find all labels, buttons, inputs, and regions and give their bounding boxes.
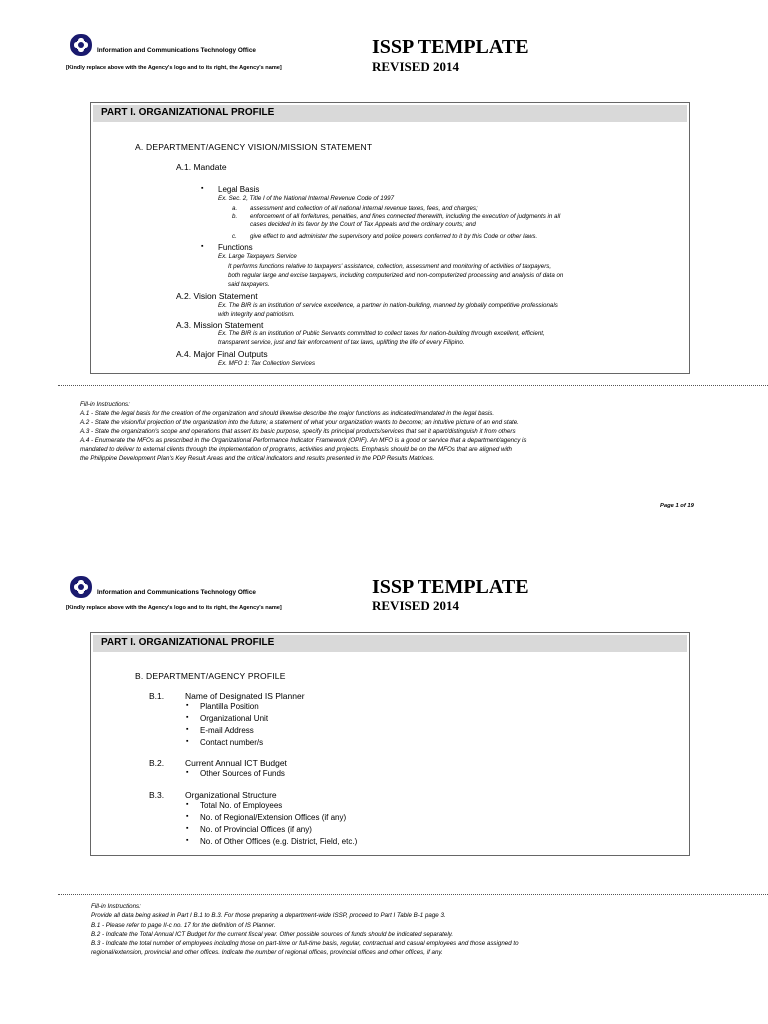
legal-basis-example: Ex. Sec. 2, Title I of the National Internal Revenue Code of 1997 <box>218 195 395 202</box>
section-b-heading: B. DEPARTMENT/AGENCY PROFILE <box>135 671 286 681</box>
legal-item-text: cases decided in its favor by the Court of Tax Appeals and the ordinary courts; and <box>250 221 476 228</box>
fill-in-line: the Philippine Development Plan's Key Result Areas and the critical indicators and results presented in the PDP Results Matrices. <box>80 455 435 462</box>
dotted-divider <box>58 894 768 895</box>
b3-number: B.3. <box>149 790 165 800</box>
functions-example: Ex. Large Taxpayers Service <box>218 253 297 260</box>
a1-label: A.1. Mandate <box>176 162 227 172</box>
page-number: Page 1 of 19 <box>660 503 694 509</box>
b1-label: Name of Designated IS Planner <box>185 691 305 701</box>
replace-note: [Kindly replace above with the Agency's logo and to its right, the Agency's name] <box>66 65 282 71</box>
a2-label: A.2. Vision Statement <box>176 291 258 301</box>
b3-item: ▪ No. of Regional/Extension Offices (if any) <box>200 813 346 822</box>
fill-in-line: mandated to deliver to external clients through the implementation of programs, activities and projects. Emphasis should be on the MFOs that are aligned with <box>80 446 512 453</box>
legal-item-letter: c. <box>232 233 237 240</box>
b3-item: ▪ No. of Provincial Offices (if any) <box>200 825 312 834</box>
legal-basis-bullet: ▪ Legal Basis <box>218 185 259 194</box>
legal-item-letter: b. <box>232 213 238 220</box>
fill-in-line: Provide all data being asked in Part I B.1 to B.3. For those preparing a department-wide ISSP, proceed to Part I Table B-1 page 3. <box>91 912 446 919</box>
content-box <box>90 632 690 856</box>
functions-text: both regular large and excise taxpayers, including computerized and non-computerized processing and analysis of data on <box>228 272 564 279</box>
ictoffice-logo-icon <box>69 575 93 599</box>
fill-in-line: B.1 - Please refer to page II-c no. 17 for the definition of IS Planner. <box>91 922 276 929</box>
a2-example: Ex. The BIR is an institution of service excellence, a partner in nation-building, manned by globally competitive professionals <box>218 302 558 309</box>
fill-in-line: A.4 - Enumerate the MFOs as prescribed in the Organizational Performance Indicator Framework (OPIF). An MFO is a good or service that a department/agency is <box>80 437 527 444</box>
b2-number: B.2. <box>149 758 165 768</box>
a3-example: Ex. The BIR is an institution of Public Servants committed to collect taxes for nation-building through excellent, efficient, <box>218 330 545 337</box>
fill-in-line: A.2 - State the vision/ful projection of the organization into the future; a statement of what your organization wants to become; an intuitive picture of an end state. <box>80 419 519 426</box>
replace-note: [Kindly replace above with the Agency's logo and to its right, the Agency's name] <box>66 605 282 611</box>
legal-item-text: give effect to and administer the supervisory and police powers conferred to it by this Code or other laws. <box>250 233 538 240</box>
b3-item: ▪ Total No. of Employees <box>200 801 282 810</box>
b3-item: ▪ No. of Other Offices (e.g. District, Field, etc.) <box>200 837 357 846</box>
b2-label: Current Annual ICT Budget <box>185 758 287 768</box>
part-title: PART I. ORGANIZATIONAL PROFILE <box>101 637 275 648</box>
ictoffice-logo-icon <box>69 33 93 57</box>
fill-in-line: A.1 - State the legal basis for the creation of the organization and should likewise describe the major functions as indicated/mandated in the legal basis. <box>80 410 495 417</box>
part-title: PART I. ORGANIZATIONAL PROFILE <box>101 107 275 118</box>
dotted-divider <box>58 385 768 386</box>
section-a-heading: A. DEPARTMENT/AGENCY VISION/MISSION STATEMENT <box>135 142 373 152</box>
document-title: ISSP TEMPLATE <box>372 576 529 598</box>
b3-label: Organizational Structure <box>185 790 277 800</box>
document-title: ISSP TEMPLATE <box>372 36 529 58</box>
b1-item: ▪ E-mail Address <box>200 726 254 735</box>
b1-item: ▪ Plantilla Position <box>200 702 259 711</box>
functions-bullet: ▪ Functions <box>218 243 253 252</box>
b2-item: ▪ Other Sources of Funds <box>200 769 285 778</box>
fill-in-line: A.3 - State the organization's scope and operations that assert its basic purpose, specify its principal products/services that set it apart/distinguish it from others <box>80 428 516 435</box>
revised-label: REVISED 2014 <box>372 59 460 74</box>
a2-example: with integrity and patriotism. <box>218 311 295 318</box>
fill-in-line: B.3 - Indicate the total number of employees including those on part-time or full-time basis, regular, contractual and casual employees and those assigned to <box>91 940 519 947</box>
document-page-2 <box>0 560 768 1024</box>
b1-number: B.1. <box>149 691 165 701</box>
org-name: Information and Communications Technology Office <box>97 47 256 54</box>
fill-in-line: B.2 - Indicate the Total Annual ICT Budget for the current fiscal year. Other possible sources of funds should be indicated separately. <box>91 931 454 938</box>
legal-item-text: assessment and collection of all national internal revenue taxes, fees, and charges; <box>250 205 478 212</box>
b1-item: ▪ Organizational Unit <box>200 714 268 723</box>
revised-label: REVISED 2014 <box>372 598 460 613</box>
org-name: Information and Communications Technology Office <box>97 589 256 596</box>
legal-item-text: enforcement of all forfeitures, penalties, and fines connected therewith, including the execution of judgments in all <box>250 213 561 220</box>
a4-example: Ex. MFO 1: Tax Collection Services <box>218 360 316 367</box>
fill-in-title: Fill-in Instructions: <box>80 401 130 408</box>
functions-text: It performs functions relative to taxpayers' assistance, collection, assessment and monitoring of activities of taxpayers, <box>228 263 552 270</box>
a3-example: transparent service, just and fair enforcement of tax laws, uplifting the life of every Filipino. <box>218 339 465 346</box>
part-header-bar <box>93 635 687 652</box>
b1-item: ▪ Contact number/s <box>200 738 263 747</box>
fill-in-line: regional/extension, provincial and other offices. Indicate the number of regional offices, provincial offices and other offices, if any. <box>91 949 443 956</box>
part-header-bar <box>93 105 687 122</box>
legal-item-letter: a. <box>232 205 238 212</box>
a4-label: A.4. Major Final Outputs <box>176 349 268 359</box>
a3-label: A.3. Mission Statement <box>176 320 264 330</box>
fill-in-title: Fill-in Instructions: <box>91 903 141 910</box>
functions-text: said taxpayers. <box>228 281 270 288</box>
